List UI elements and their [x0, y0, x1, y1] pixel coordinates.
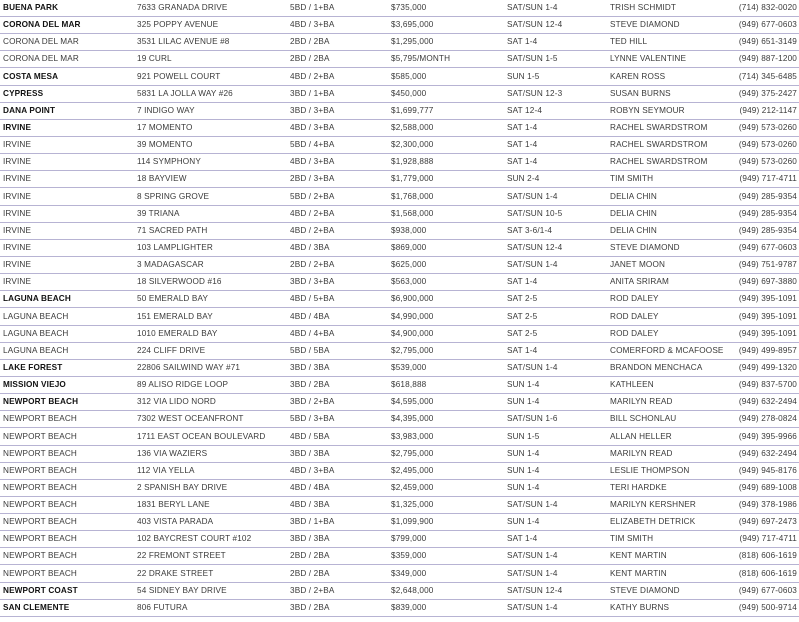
table-row	[0, 548, 799, 565]
city-cell: LAGUNA BEACH	[3, 328, 69, 338]
agent-cell: KENT MARTIN	[610, 568, 667, 578]
address-cell: 1010 EMERALD BAY	[137, 328, 218, 338]
agent-cell: TIM SMITH	[610, 174, 654, 184]
open-house-time-cell: SUN 1-4	[507, 517, 540, 527]
open-house-time-cell: SUN 1-4	[507, 448, 540, 458]
city-cell: NEWPORT BEACH	[3, 551, 77, 561]
city-cell: IRVINE	[3, 122, 32, 132]
agent-cell: TED HILL	[610, 37, 648, 47]
open-house-time-cell: SAT 1-4	[507, 122, 538, 132]
open-house-time-cell: SAT 2-5	[507, 311, 538, 321]
city-cell: NEWPORT BEACH	[3, 568, 77, 578]
open-house-time-cell: SAT/SUN 1-4	[507, 500, 558, 510]
city-cell: BUENA PARK	[3, 3, 59, 12]
open-house-time-cell: SAT 2-5	[507, 328, 538, 338]
open-house-time-cell: SAT 1-4	[507, 37, 538, 47]
table-row	[0, 514, 799, 531]
agent-cell: STEVE DIAMOND	[610, 20, 680, 30]
agent-cell: KENT MARTIN	[610, 551, 667, 561]
address-cell: 22 FREMONT STREET	[137, 551, 226, 561]
table-row	[0, 309, 799, 326]
bed-bath-cell: 5BD / 1+BA	[290, 3, 335, 12]
bed-bath-cell: 2BD / 2BA	[290, 54, 330, 64]
phone-cell: (949) 573-0260	[738, 140, 797, 150]
price-cell: $1,325,000	[391, 500, 434, 510]
price-cell: $1,768,000	[391, 191, 434, 201]
city-cell: NEWPORT BEACH	[3, 414, 77, 424]
bed-bath-cell: 3BD / 1+BA	[290, 517, 335, 527]
city-cell: DANA POINT	[3, 105, 56, 115]
agent-cell: RACHEL SWARDSTROM	[610, 122, 708, 132]
address-cell: 403 VISTA PARADA	[137, 517, 214, 527]
open-house-time-cell: SUN 1-4	[507, 380, 540, 390]
agent-cell: RACHEL SWARDSTROM	[610, 140, 708, 150]
bed-bath-cell: 4BD / 2+BA	[290, 208, 335, 218]
table-row	[0, 480, 799, 497]
agent-cell: BRANDON MENCHACA	[610, 362, 703, 372]
agent-cell: LYNNE VALENTINE	[610, 54, 687, 64]
city-cell: NEWPORT BEACH	[3, 397, 79, 407]
phone-cell: (949) 677-0603	[738, 585, 797, 595]
agent-cell: ROD DALEY	[610, 311, 659, 321]
bed-bath-cell: 4BD / 3+BA	[290, 157, 335, 167]
agent-cell: STEVE DIAMOND	[610, 585, 680, 595]
phone-cell: (949) 212-1147	[739, 105, 797, 115]
price-cell: $1,295,000	[391, 37, 434, 47]
table-row	[0, 531, 799, 548]
price-cell: $618,888	[391, 380, 427, 390]
open-house-time-cell: SAT/SUN 12-4	[507, 242, 563, 252]
phone-cell: (949) 395-1091	[738, 328, 797, 338]
phone-cell: (949) 499-8957	[738, 345, 797, 355]
open-house-time-cell: SUN 1-5	[507, 431, 540, 441]
agent-cell: MARILYN READ	[610, 397, 673, 407]
city-cell: SAN CLEMENTE	[3, 602, 70, 612]
address-cell: 7 INDIGO WAY	[137, 105, 195, 115]
price-cell: $2,459,000	[391, 482, 434, 492]
agent-cell: ELIZABETH DETRICK	[610, 517, 696, 527]
table-row	[0, 343, 799, 360]
bed-bath-cell: 2BD / 2BA	[290, 568, 330, 578]
agent-cell: COMERFORD & MCAFOOSE	[610, 345, 724, 355]
bed-bath-cell: 3BD / 1+BA	[290, 88, 335, 98]
address-cell: 224 CLIFF DRIVE	[137, 345, 206, 355]
bed-bath-cell: 5BD / 4+BA	[290, 140, 335, 150]
phone-cell: (949) 278-0824	[738, 414, 797, 424]
city-cell: NEWPORT BEACH	[3, 500, 77, 510]
address-cell: 112 VIA YELLA	[137, 465, 195, 475]
address-cell: 806 FUTURA	[137, 602, 188, 612]
address-cell: 325 POPPY AVENUE	[137, 20, 219, 30]
agent-cell: ROBYN SEYMOUR	[610, 105, 685, 115]
open-house-time-cell: SAT 1-4	[507, 345, 538, 355]
phone-cell: (949) 500-9714	[738, 602, 797, 612]
city-cell: NEWPORT BEACH	[3, 517, 77, 527]
open-house-time-cell: SAT 1-4	[507, 534, 538, 544]
phone-cell: (949) 689-1008	[738, 482, 797, 492]
agent-cell: KATHY BURNS	[610, 602, 670, 612]
city-cell: IRVINE	[3, 191, 32, 201]
open-house-time-cell: SAT 2-5	[507, 294, 538, 304]
phone-cell: (714) 345-6485	[738, 71, 797, 81]
city-cell: CORONA DEL MAR	[3, 37, 79, 47]
open-house-time-cell: SAT 1-4	[507, 140, 538, 150]
city-cell: COSTA MESA	[3, 71, 59, 81]
agent-cell: JANET MOON	[610, 260, 666, 270]
open-house-time-cell: SAT/SUN 1-5	[507, 54, 558, 64]
open-house-time-cell: SAT/SUN 12-4	[507, 20, 563, 30]
agent-cell: TIM SMITH	[610, 534, 654, 544]
open-house-time-cell: SAT/SUN 1-6	[507, 414, 558, 424]
agent-cell: KAREN ROSS	[610, 71, 666, 81]
price-cell: $869,000	[391, 242, 427, 252]
price-cell: $625,000	[391, 260, 427, 270]
address-cell: 151 EMERALD BAY	[137, 311, 213, 321]
price-cell: $4,395,000	[391, 414, 434, 424]
price-cell: $1,699,777	[391, 105, 434, 115]
agent-cell: TRISH SCHMIDT	[610, 3, 677, 12]
bed-bath-cell: 4BD / 4BA	[290, 482, 330, 492]
bed-bath-cell: 4BD / 3+BA	[290, 465, 335, 475]
table-row	[0, 600, 799, 617]
price-cell: $563,000	[391, 277, 427, 287]
price-cell: $349,000	[391, 568, 427, 578]
phone-cell: (949) 945-8176	[738, 465, 797, 475]
table-row	[0, 429, 799, 446]
bed-bath-cell: 5BD / 3+BA	[290, 414, 335, 424]
price-cell: $839,000	[391, 602, 427, 612]
city-cell: MISSION VIEJO	[3, 380, 66, 390]
table-row	[0, 137, 799, 154]
agent-cell: ROD DALEY	[610, 328, 659, 338]
open-house-time-cell: SAT/SUN 12-3	[507, 88, 563, 98]
price-cell: $2,495,000	[391, 465, 434, 475]
open-house-time-cell: SAT 3-6/1-4	[507, 225, 553, 235]
city-cell: LAGUNA BEACH	[3, 311, 69, 321]
agent-cell: ROD DALEY	[610, 294, 659, 304]
open-house-time-cell: SAT/SUN 1-4	[507, 568, 558, 578]
phone-cell: (949) 717-4711	[739, 174, 797, 184]
price-cell: $4,900,000	[391, 328, 434, 338]
price-cell: $2,588,000	[391, 122, 434, 132]
phone-cell: (949) 285-9354	[738, 225, 797, 235]
agent-cell: ALLAN HELLER	[610, 431, 672, 441]
price-cell: $2,648,000	[391, 585, 434, 595]
open-house-time-cell: SAT/SUN 1-4	[507, 362, 558, 372]
address-cell: 7633 GRANADA DRIVE	[137, 3, 228, 12]
phone-cell: (949) 573-0260	[738, 157, 797, 167]
open-house-time-cell: SUN 1-5	[507, 71, 540, 81]
bed-bath-cell: 3BD / 2BA	[290, 602, 330, 612]
table-row	[0, 154, 799, 171]
open-house-time-cell: SAT/SUN 1-4	[507, 551, 558, 561]
price-cell: $450,000	[391, 88, 427, 98]
address-cell: 50 EMERALD BAY	[137, 294, 209, 304]
open-house-time-cell: SAT/SUN 12-4	[507, 585, 563, 595]
address-cell: 5831 LA JOLLA WAY #26	[137, 88, 233, 98]
bed-bath-cell: 2BD / 2BA	[290, 551, 330, 561]
table-row	[0, 69, 799, 86]
table-row	[0, 206, 799, 223]
bed-bath-cell: 3BD / 3+BA	[290, 277, 335, 287]
phone-cell: (949) 697-3880	[738, 277, 797, 287]
phone-cell: (949) 285-9354	[738, 191, 797, 201]
phone-cell: (949) 395-9966	[738, 431, 797, 441]
city-cell: LAKE FOREST	[3, 362, 63, 372]
bed-bath-cell: 4BD / 3BA	[290, 242, 330, 252]
table-row	[0, 189, 799, 206]
phone-cell: (949) 632-2494	[738, 397, 797, 407]
table-row	[0, 274, 799, 291]
table-row	[0, 86, 799, 103]
table-row	[0, 291, 799, 308]
bed-bath-cell: 4BD / 3+BA	[290, 20, 335, 30]
table-row	[0, 566, 799, 583]
address-cell: 22 DRAKE STREET	[137, 568, 214, 578]
city-cell: CYPRESS	[3, 88, 44, 98]
open-house-time-cell: SAT/SUN 1-4	[507, 3, 558, 12]
address-cell: 71 SACRED PATH	[137, 225, 208, 235]
table-row	[0, 17, 799, 34]
agent-cell: MARILYN READ	[610, 448, 673, 458]
address-cell: 8 SPRING GROVE	[137, 191, 210, 201]
open-house-time-cell: SAT 1-4	[507, 277, 538, 287]
phone-cell: (714) 832-0020	[738, 3, 797, 12]
address-cell: 1711 EAST OCEAN BOULEVARD	[137, 431, 266, 441]
phone-cell: (949) 378-1986	[738, 500, 797, 510]
phone-cell: (949) 573-0260	[738, 122, 797, 132]
address-cell: 3531 LILAC AVENUE #8	[137, 37, 230, 47]
agent-cell: BILL SCHONLAU	[610, 414, 677, 424]
city-cell: CORONA DEL MAR	[3, 20, 81, 30]
open-house-time-cell: SUN 1-4	[507, 465, 540, 475]
table-row	[0, 34, 799, 51]
bed-bath-cell: 3BD / 2BA	[290, 380, 330, 390]
phone-cell: (949) 837-5700	[738, 380, 797, 390]
table-row	[0, 326, 799, 343]
phone-cell: (949) 651-3149	[738, 37, 797, 47]
agent-cell: STEVE DIAMOND	[610, 242, 680, 252]
address-cell: 136 VIA WAZIERS	[137, 448, 208, 458]
address-cell: 89 ALISO RIDGE LOOP	[137, 380, 229, 390]
city-cell: IRVINE	[3, 157, 32, 167]
address-cell: 3 MADAGASCAR	[137, 260, 204, 270]
city-cell: NEWPORT BEACH	[3, 534, 77, 544]
price-cell: $938,000	[391, 225, 427, 235]
city-cell: IRVINE	[3, 225, 32, 235]
phone-cell: (818) 606-1619	[738, 568, 797, 578]
address-cell: 54 SIDNEY BAY DRIVE	[137, 585, 227, 595]
price-cell: $539,000	[391, 362, 427, 372]
open-house-time-cell: SUN 1-4	[507, 397, 540, 407]
address-cell: 921 POWELL COURT	[137, 71, 221, 81]
bed-bath-cell: 2BD / 2BA	[290, 37, 330, 47]
bed-bath-cell: 5BD / 5BA	[290, 345, 330, 355]
table-row	[0, 377, 799, 394]
agent-cell: KATHLEEN	[610, 380, 654, 390]
open-house-time-cell: SAT 12-4	[507, 105, 543, 115]
bed-bath-cell: 3BD / 3BA	[290, 534, 330, 544]
bed-bath-cell: 4BD / 3BA	[290, 500, 330, 510]
price-cell: $359,000	[391, 551, 427, 561]
open-house-time-cell: SUN 1-4	[507, 482, 540, 492]
table-row	[0, 394, 799, 411]
phone-cell: (949) 677-0603	[738, 20, 797, 30]
price-cell: $4,990,000	[391, 311, 434, 321]
table-row	[0, 411, 799, 428]
bed-bath-cell: 3BD / 3+BA	[290, 105, 335, 115]
price-cell: $2,795,000	[391, 448, 434, 458]
table-row	[0, 463, 799, 480]
bed-bath-cell: 4BD / 2+BA	[290, 71, 335, 81]
agent-cell: DELIA CHIN	[610, 208, 657, 218]
table-row	[0, 171, 799, 188]
phone-cell: (949) 632-2494	[738, 448, 797, 458]
open-house-time-cell: SAT/SUN 1-4	[507, 602, 558, 612]
city-cell: IRVINE	[3, 277, 32, 287]
address-cell: 312 VIA LIDO NORD	[137, 397, 216, 407]
city-cell: LAGUNA BEACH	[3, 345, 69, 355]
agent-cell: RACHEL SWARDSTROM	[610, 157, 708, 167]
city-cell: IRVINE	[3, 242, 32, 252]
table-row	[0, 583, 799, 600]
bed-bath-cell: 2BD / 3+BA	[290, 174, 335, 184]
bed-bath-cell: 2BD / 2+BA	[290, 260, 335, 270]
table-row	[0, 103, 799, 120]
table-row	[0, 360, 799, 377]
open-house-time-cell: SAT/SUN 1-4	[507, 260, 558, 270]
address-cell: 39 TRIANA	[137, 208, 180, 218]
phone-cell: (949) 717-4711	[739, 534, 797, 544]
phone-cell: (949) 375-2427	[738, 88, 797, 98]
agent-cell: LESLIE THOMPSON	[610, 465, 690, 475]
price-cell: $1,779,000	[391, 174, 434, 184]
address-cell: 39 MOMENTO	[137, 140, 193, 150]
phone-cell: (949) 697-2473	[738, 517, 797, 527]
city-cell: IRVINE	[3, 174, 32, 184]
agent-cell: DELIA CHIN	[610, 191, 657, 201]
table-row	[0, 446, 799, 463]
agent-cell: TERI HARDKE	[610, 482, 667, 492]
city-cell: NEWPORT BEACH	[3, 448, 77, 458]
open-house-time-cell: SAT 1-4	[507, 157, 538, 167]
agent-cell: DELIA CHIN	[610, 225, 657, 235]
price-cell: $2,300,000	[391, 140, 434, 150]
city-cell: NEWPORT BEACH	[3, 482, 77, 492]
price-cell: $1,099,900	[391, 517, 434, 527]
city-cell: NEWPORT BEACH	[3, 431, 77, 441]
phone-cell: (949) 887-1200	[738, 54, 797, 64]
agent-cell: SUSAN BURNS	[610, 88, 671, 98]
city-cell: CORONA DEL MAR	[3, 54, 79, 64]
bed-bath-cell: 4BD / 3+BA	[290, 122, 335, 132]
open-house-time-cell: SAT/SUN 1-4	[507, 191, 558, 201]
table-row	[0, 120, 799, 137]
phone-cell: (949) 499-1320	[738, 362, 797, 372]
city-cell: IRVINE	[3, 208, 32, 218]
price-cell: $5,795/MONTH	[391, 54, 451, 64]
bed-bath-cell: 4BD / 5+BA	[290, 294, 335, 304]
bed-bath-cell: 3BD / 2+BA	[290, 585, 335, 595]
city-cell: IRVINE	[3, 260, 32, 270]
bed-bath-cell: 4BD / 4+BA	[290, 328, 335, 338]
phone-cell: (949) 751-9787	[738, 260, 797, 270]
city-cell: IRVINE	[3, 140, 32, 150]
phone-cell: (818) 606-1619	[738, 551, 797, 561]
bed-bath-cell: 4BD / 2+BA	[290, 225, 335, 235]
price-cell: $4,595,000	[391, 397, 434, 407]
address-cell: 18 BAYVIEW	[137, 174, 187, 184]
table-row	[0, 497, 799, 514]
open-house-time-cell: SUN 2-4	[507, 174, 540, 184]
address-cell: 7302 WEST OCEANFRONT	[137, 414, 244, 424]
table-row	[0, 257, 799, 274]
bed-bath-cell: 4BD / 5BA	[290, 431, 330, 441]
bed-bath-cell: 3BD / 2+BA	[290, 397, 335, 407]
price-cell: $585,000	[391, 71, 427, 81]
city-cell: NEWPORT BEACH	[3, 465, 77, 475]
price-cell: $3,983,000	[391, 431, 434, 441]
phone-cell: (949) 395-1091	[738, 294, 797, 304]
bed-bath-cell: 5BD / 2+BA	[290, 191, 335, 201]
price-cell: $1,568,000	[391, 208, 434, 218]
address-cell: 114 SYMPHONY	[137, 157, 201, 167]
open-house-time-cell: SAT/SUN 10-5	[507, 208, 563, 218]
price-cell: $2,795,000	[391, 345, 434, 355]
address-cell: 1831 BERYL LANE	[137, 500, 210, 510]
address-cell: 19 CURL	[137, 54, 172, 64]
phone-cell: (949) 395-1091	[738, 311, 797, 321]
address-cell: 18 SILVERWOOD #16	[137, 277, 222, 287]
price-cell: $1,928,888	[391, 157, 434, 167]
city-cell: NEWPORT COAST	[3, 585, 78, 595]
table-row	[0, 223, 799, 240]
table-row	[0, 240, 799, 257]
address-cell: 22806 SAILWIND WAY #71	[137, 362, 241, 372]
price-cell: $6,900,000	[391, 294, 434, 304]
bed-bath-cell: 3BD / 3BA	[290, 448, 330, 458]
address-cell: 17 MOMENTO	[137, 122, 193, 132]
bed-bath-cell: 4BD / 4BA	[290, 311, 330, 321]
price-cell: $3,695,000	[391, 20, 434, 30]
agent-cell: MARILYN KERSHNER	[610, 500, 696, 510]
bed-bath-cell: 3BD / 3BA	[290, 362, 330, 372]
city-cell: LAGUNA BEACH	[3, 294, 71, 304]
address-cell: 2 SPANISH BAY DRIVE	[137, 482, 228, 492]
table-row	[0, 0, 799, 17]
table-row	[0, 51, 799, 68]
address-cell: 102 BAYCREST COURT #102	[137, 534, 252, 544]
price-cell: $735,000	[391, 3, 427, 12]
phone-cell: (949) 285-9354	[738, 208, 797, 218]
agent-cell: ANITA SRIRAM	[610, 277, 669, 287]
address-cell: 103 LAMPLIGHTER	[137, 242, 213, 252]
price-cell: $799,000	[391, 534, 427, 544]
phone-cell: (949) 677-0603	[738, 242, 797, 252]
